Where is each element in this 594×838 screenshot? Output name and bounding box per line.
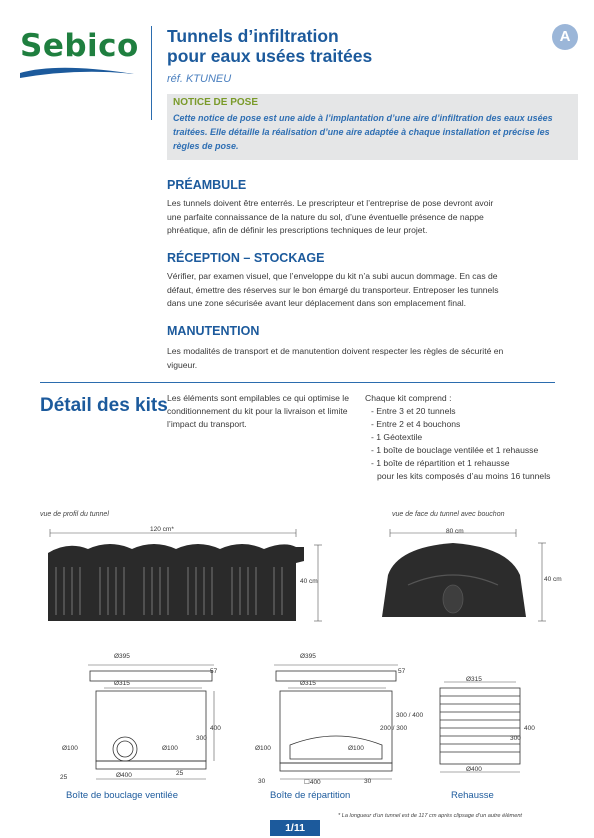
notice-title: NOTICE DE POSE (173, 97, 259, 108)
section-body-preambule: Les tunnels doivent être enterrés. Le prescripteur et l’entreprise de pose devront avoir une parfaite connaissance de la nature du sol, d’une éventuelle présence de nappe phréatique, afin de définir les prescriptions techniques de leur projet. (167, 198, 494, 235)
face-height-label: 40 cm (544, 576, 562, 583)
notice-box (167, 94, 578, 160)
profile-caption: vue de profil du tunnel (40, 511, 109, 518)
box1-d-bot: Ø400 (116, 772, 132, 779)
kit-item: pour les kits composés d’au moins 16 tunnels (377, 471, 551, 481)
tunnel-face-drawing (378, 525, 558, 635)
box1-h-lid: 57 (210, 668, 218, 675)
kit-item: - 1 Géotextile (371, 432, 423, 442)
box-bouclage-drawing (56, 655, 226, 785)
section-title-reception: RÉCEPTION – STOCKAGE (167, 251, 325, 265)
detail-intro: Les éléments sont empilables ce qui optimise le conditionnement du kit pour la livraison et limite l’impact du transport. (167, 393, 349, 429)
box2-h-base-right: 30 (364, 778, 372, 785)
kit-item: - 1 boîte de répartition et 1 rehausse (371, 458, 510, 468)
detail-title: Détail des kits (40, 395, 168, 416)
box3-d-top: Ø315 (466, 676, 482, 683)
box1-d-mid: Ø315 (114, 680, 130, 687)
section-body-reception: Vérifier, par examen visuel, que l’enveloppe du kit n’a subi aucun dommage. En cas de défaut, émettre des réserves sur le bon émargé du transporteur. Entreposer les tunnels dans une zone sécurisée avant leur déplacement dans son emplacement final. (167, 271, 499, 308)
box2-d-right: Ø100 (348, 745, 364, 752)
notice-body: Cette notice de pose est une aide à l’implantation d’une aire d’infiltration des eaux usées traitées. Elle détaille la réalisation d’une aire adaptée à chaque installation et précise les règles de pose. (173, 113, 553, 151)
tunnel-profile-drawing (38, 525, 338, 635)
kit-heading: Chaque kit comprend : (365, 393, 452, 403)
box1-d-left: Ø100 (62, 745, 78, 752)
title-line-2: pour eaux usées traitées (167, 46, 373, 66)
box1-d-top: Ø395 (114, 653, 130, 660)
profile-width-label: 120 cm* (150, 526, 174, 533)
box1-h-base-right: 25 (176, 770, 184, 777)
sebico-logo (18, 28, 139, 78)
box3-label: Rehausse (451, 790, 494, 801)
section-title-manutention: MANUTENTION (167, 324, 260, 338)
kit-item: - 1 boîte de bouclage ventilée et 1 rehausse (371, 445, 539, 455)
box2-h-base-left: 30 (258, 778, 266, 785)
section-divider (40, 382, 555, 383)
kit-list (365, 392, 565, 483)
box2-h-full: 300 / 400 (396, 712, 424, 719)
box2-d-mid: Ø315 (300, 680, 316, 687)
logo-text: Sebico (20, 28, 139, 64)
box2-d-top: Ø395 (300, 653, 316, 660)
product-reference: réf. KTUNEU (167, 73, 232, 85)
box-repartition-drawing (256, 655, 416, 785)
box2-d-bot: ☐400 (304, 779, 321, 786)
box1-d-right: Ø100 (162, 745, 178, 752)
logo-wave-icon (18, 64, 136, 82)
footnote: * La longueur d’un tunnel est de 117 cm après clipsage d’un autre élément (338, 813, 522, 819)
box2-h-lid: 57 (398, 668, 406, 675)
box1-h-base-left: 25 (60, 774, 68, 781)
profile-height-label: 40 cm (300, 578, 318, 585)
box3-d-bot: Ø400 (466, 766, 482, 773)
face-caption: vue de face du tunnel avec bouchon (392, 511, 505, 518)
page-number: 1/11 (270, 820, 320, 836)
face-width-label: 80 cm (446, 528, 464, 535)
title-line-1: Tunnels d’infiltration (167, 26, 339, 46)
kit-item: - Entre 2 et 4 bouchons (371, 419, 461, 429)
box3-h-inner: 300 (510, 735, 521, 742)
page-title (167, 26, 372, 66)
header-divider (151, 26, 152, 120)
section-body-manutention: Les modalités de transport et de manutention doivent respecter les règles de sécurité en vigueur. (167, 346, 504, 370)
box1-h-body: 300 (196, 735, 207, 742)
box2-label: Boîte de répartition (270, 790, 351, 801)
section-title-preambule: PRÉAMBULE (167, 178, 247, 192)
box3-h-full: 400 (524, 725, 535, 732)
box2-h-body: 200 / 300 (380, 725, 408, 732)
box1-label: Boîte de bouclage ventilée (66, 790, 178, 801)
kit-item: - Entre 3 et 20 tunnels (371, 406, 456, 416)
box1-h-full: 400 (210, 725, 221, 732)
section-badge: A (552, 24, 578, 50)
box2-d-left: Ø100 (255, 745, 271, 752)
